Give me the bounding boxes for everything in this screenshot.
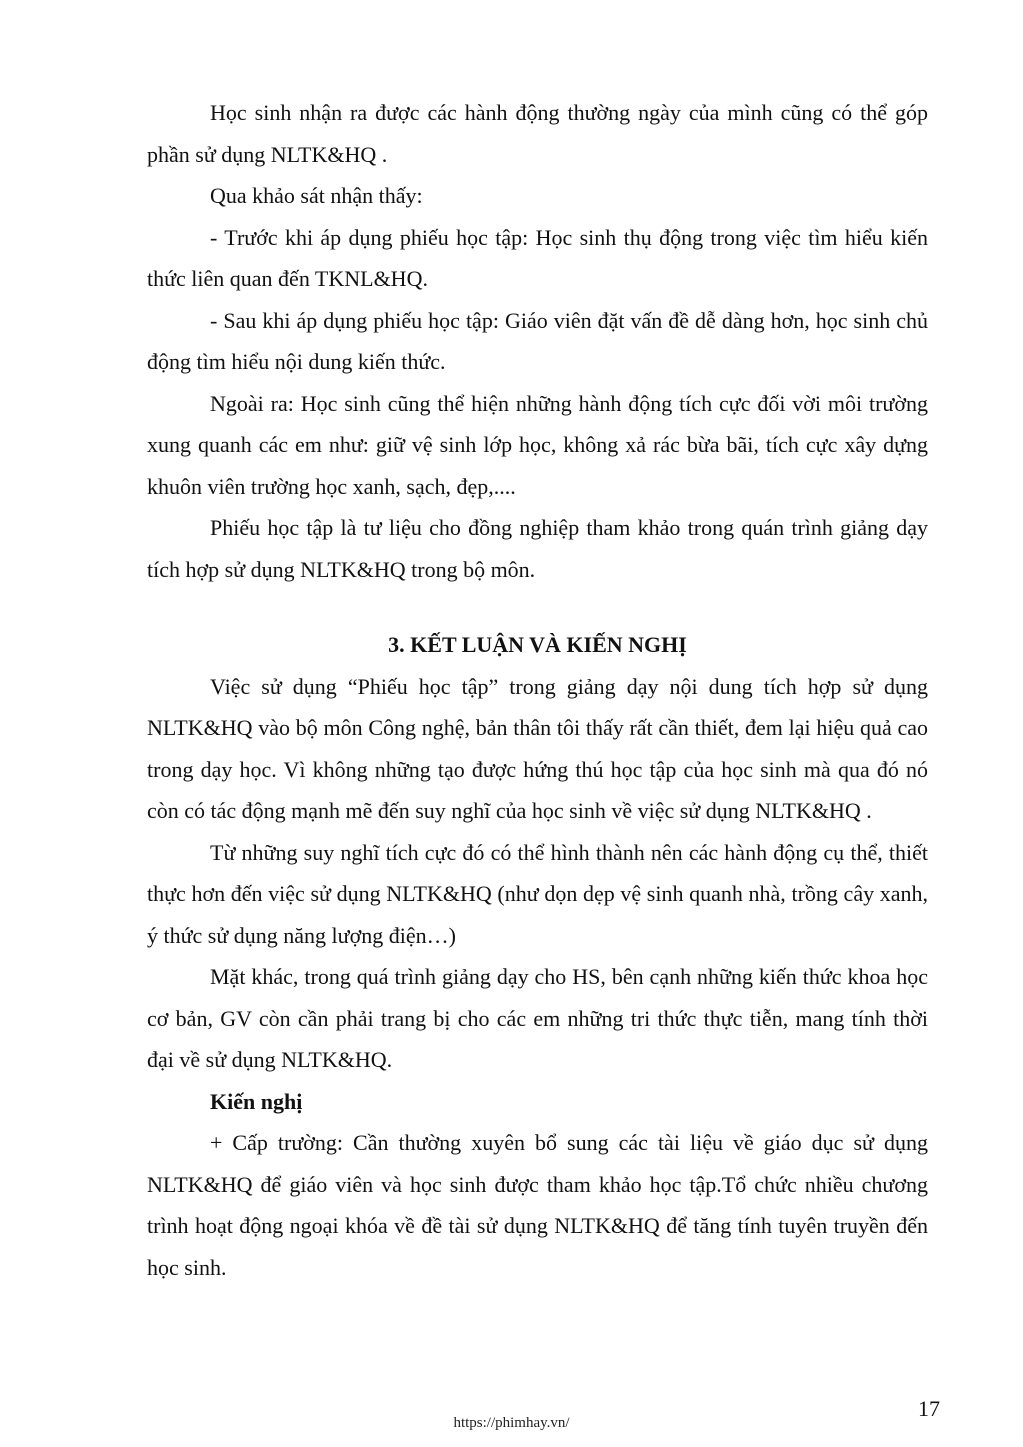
paragraph-awareness: Học sinh nhận ra được các hành động thường ngày của mình cũng có thể góp phần sử dụng NLTK&HQ . <box>147 100 928 167</box>
page-number: 17 <box>918 1396 940 1421</box>
paragraph-after: - Sau khi áp dụng phiếu học tập: Giáo viên đặt vấn đề dễ dàng hơn, học sinh chủ động tìm hiểu nội dung kiến thức. <box>147 307 928 374</box>
page-body <box>147 92 928 1288</box>
footer-url: https://phimhay.vn/ <box>453 1415 570 1431</box>
section-spacer <box>147 590 928 624</box>
paragraph-additionally: Ngoài ra: Học sinh cũng thể hiện những hành động tích cực đối vời môi trường xung quanh các em như: giữ vệ sinh lớp học, không xả rác bừa bãi, tích cực xây dựng khuôn viên trường học xanh, sạch, đẹp,.... <box>147 390 928 499</box>
paragraph-conclusion-actions: Từ những suy nghĩ tích cực đó có thể hình thành nên các hành động cụ thể, thiết thực hơn đến việc sử dụng NLTK&HQ (như dọn dẹp vệ sinh quanh nhà, trồng cây xanh, ý thức sử dụng năng lượng điện…) <box>147 839 928 948</box>
section-heading-conclusion: 3. KẾT LUẬN VÀ KIẾN NGHỊ <box>388 632 687 657</box>
subheading-recommendation: Kiến nghị <box>210 1088 303 1114</box>
paragraph-conclusion-usage: Việc sử dụng “Phiếu học tập” trong giảng dạy nội dung tích hợp sử dụng NLTK&HQ vào bộ môn Công nghệ, bản thân tôi thấy rất cần thiết, đem lại hiệu quả cao trong dạy học. Vì không những tạo được hứng thú học tập của học sinh mà qua đó nó còn có tác động mạnh mẽ đến suy nghĩ của học sinh về việc sử dụng NLTK&HQ . <box>147 673 928 823</box>
paragraph-survey-intro: Qua khảo sát nhận thấy: <box>210 183 423 208</box>
paragraph-before: - Trước khi áp dụng phiếu học tập: Học sinh thụ động trong việc tìm hiểu kiến thức liên quan đến TKNL&HQ. <box>147 224 928 291</box>
paragraph-worksheet-reference: Phiếu học tập là tư liệu cho đồng nghiệp tham khảo trong quán trình giảng dạy tích hợp sử dụng NLTK&HQ trong bộ môn. <box>147 515 928 582</box>
paragraph-recommendation-school: + Cấp trường: Cần thường xuyên bổ sung các tài liệu về giáo dục sử dụng NLTK&HQ để giáo viên và học sinh được tham khảo học tập.Tổ chức nhiều chương trình hoạt động ngoại khóa về đề tài sử dụng NLTK&HQ để tăng tính tuyên truyền đến học sinh. <box>147 1130 928 1280</box>
paragraph-conclusion-teaching: Mặt khác, trong quá trình giảng dạy cho HS, bên cạnh những kiến thức khoa học cơ bản, GV còn cần phải trang bị cho các em những tri thức thực tiễn, mang tính thời đại về sử dụng NLTK&HQ. <box>147 964 928 1072</box>
